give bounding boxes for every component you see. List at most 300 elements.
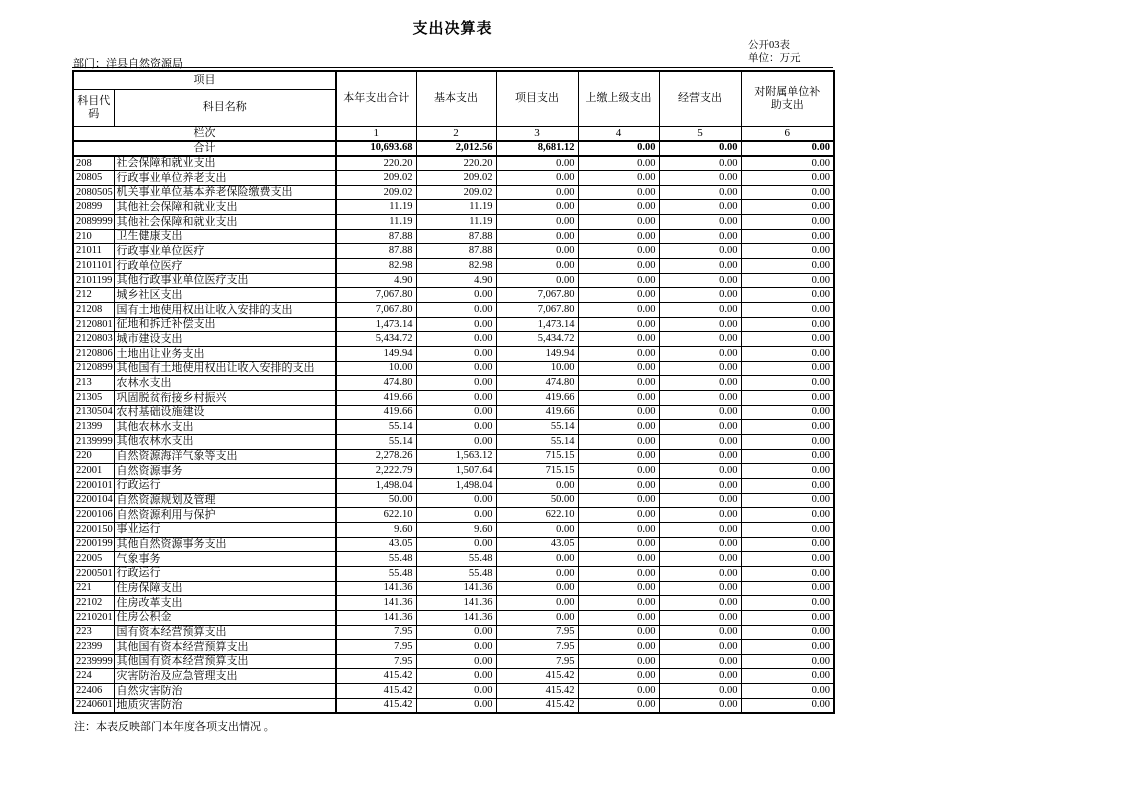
amount-cell: 0.00: [578, 215, 659, 230]
amount-cell: 141.36: [336, 610, 416, 625]
amount-cell: 0.00: [741, 522, 834, 537]
subject-name-cell: 巩固脱贫衔接乡村振兴: [114, 391, 336, 406]
amount-cell: 4.90: [336, 273, 416, 288]
amount-cell: 415.42: [336, 669, 416, 684]
table-row: [73, 317, 834, 332]
subject-name-cell: 自然资源海洋气象等支出: [114, 449, 336, 464]
subject-name-cell: 卫生健康支出: [114, 229, 336, 244]
amount-cell: 87.88: [416, 229, 496, 244]
header-divider: [72, 67, 833, 68]
subject-code-cell: 2239999: [73, 654, 114, 669]
subject-code-cell: 213: [73, 376, 114, 391]
amount-cell: 0.00: [741, 332, 834, 347]
amount-cell: 0.00: [578, 434, 659, 449]
subject-code-cell: 22406: [73, 684, 114, 699]
amount-cell: 0.00: [578, 537, 659, 552]
amount-cell: 0.00: [496, 215, 578, 230]
amount-cell: 0.00: [741, 259, 834, 274]
table-row: [73, 288, 834, 303]
table-header: [73, 71, 834, 141]
amount-cell: 0.00: [741, 698, 834, 713]
amount-cell: 87.88: [336, 244, 416, 259]
amount-cell: 141.36: [336, 596, 416, 611]
subject-name-cell: 国有资本经营预算支出: [114, 625, 336, 640]
header-subject-code: 科目代码: [73, 89, 114, 126]
table-row: [73, 391, 834, 406]
amount-cell: 0.00: [416, 361, 496, 376]
amount-cell: 0.00: [578, 303, 659, 318]
table-row: [73, 303, 834, 318]
amount-cell: 0.00: [578, 449, 659, 464]
subject-code-cell: 20805: [73, 171, 114, 186]
amount-cell: 0.00: [741, 552, 834, 567]
form-meta: [748, 39, 801, 65]
amount-cell: 1,473.14: [336, 317, 416, 332]
amount-cell: 7,067.80: [336, 303, 416, 318]
form-number: 公开03表: [748, 40, 790, 51]
amount-cell: 11.19: [336, 200, 416, 215]
amount-cell: 0.00: [416, 537, 496, 552]
amount-cell: 0.00: [496, 244, 578, 259]
total-amount-cell: 10,693.68: [336, 141, 416, 156]
amount-cell: 7,067.80: [336, 288, 416, 303]
amount-cell: 0.00: [741, 391, 834, 406]
amount-cell: 0.00: [659, 522, 741, 537]
amount-cell: 0.00: [578, 493, 659, 508]
amount-cell: 7,067.80: [496, 288, 578, 303]
amount-cell: 0.00: [659, 303, 741, 318]
amount-cell: 0.00: [741, 654, 834, 669]
amount-cell: 0.00: [496, 156, 578, 171]
amount-cell: 0.00: [741, 508, 834, 523]
total-row: [73, 141, 834, 156]
amount-cell: 474.80: [336, 376, 416, 391]
amount-cell: 0.00: [741, 581, 834, 596]
amount-cell: 0.00: [659, 669, 741, 684]
page-title: 支出决算表: [412, 21, 493, 37]
subject-name-cell: 灾害防治及应急管理支出: [114, 669, 336, 684]
amount-cell: 209.02: [416, 185, 496, 200]
amount-cell: 0.00: [416, 698, 496, 713]
amount-cell: 419.66: [496, 391, 578, 406]
unit-label: 单位：万元: [748, 53, 801, 64]
subject-code-cell: 2101101: [73, 259, 114, 274]
subject-name-cell: 其他行政事业单位医疗支出: [114, 273, 336, 288]
table-row: [73, 420, 834, 435]
amount-cell: 55.14: [336, 420, 416, 435]
amount-cell: 415.42: [336, 698, 416, 713]
table-body: [73, 141, 834, 713]
subject-code-cell: 2130504: [73, 405, 114, 420]
amount-cell: 0.00: [578, 478, 659, 493]
subject-name-cell: 自然资源规划及管理: [114, 493, 336, 508]
amount-cell: 0.00: [416, 493, 496, 508]
amount-cell: 0.00: [496, 522, 578, 537]
amount-cell: 0.00: [659, 449, 741, 464]
amount-cell: 141.36: [336, 581, 416, 596]
amount-cell: 0.00: [578, 508, 659, 523]
subject-code-cell: 21399: [73, 420, 114, 435]
amount-cell: 0.00: [741, 596, 834, 611]
subject-name-cell: 其他国有土地使用权出让收入安排的支出: [114, 361, 336, 376]
amount-cell: 11.19: [336, 215, 416, 230]
amount-cell: 622.10: [496, 508, 578, 523]
subject-name-cell: 行政单位医疗: [114, 259, 336, 274]
amount-cell: 0.00: [741, 156, 834, 171]
amount-cell: 419.66: [336, 405, 416, 420]
header-subject-name: 科目名称: [114, 89, 336, 126]
amount-cell: 0.00: [659, 259, 741, 274]
subject-name-cell: 行政运行: [114, 566, 336, 581]
amount-cell: 0.00: [741, 303, 834, 318]
subject-code-cell: 2200101: [73, 478, 114, 493]
amount-cell: 50.00: [496, 493, 578, 508]
rank-number: 5: [659, 126, 741, 141]
amount-cell: 0.00: [578, 200, 659, 215]
amount-cell: 0.00: [496, 566, 578, 581]
amount-cell: 0.00: [659, 244, 741, 259]
amount-cell: 0.00: [659, 434, 741, 449]
subject-name-cell: 气象事务: [114, 552, 336, 567]
amount-cell: 0.00: [578, 156, 659, 171]
amount-cell: 0.00: [578, 684, 659, 699]
subject-name-cell: 城乡社区支出: [114, 288, 336, 303]
amount-cell: 0.00: [496, 581, 578, 596]
amount-cell: 0.00: [578, 259, 659, 274]
subject-name-cell: 社会保障和就业支出: [114, 156, 336, 171]
amount-cell: 149.94: [336, 347, 416, 362]
subject-code-cell: 22102: [73, 596, 114, 611]
amount-cell: 0.00: [659, 215, 741, 230]
subject-name-cell: 征地和拆迁补偿支出: [114, 317, 336, 332]
table-row: [73, 625, 834, 640]
subject-name-cell: 机关事业单位基本养老保险缴费支出: [114, 185, 336, 200]
amount-cell: 1,498.04: [336, 478, 416, 493]
rank-number: 6: [741, 126, 834, 141]
subject-name-cell: 土地出让业务支出: [114, 347, 336, 362]
amount-cell: 0.00: [578, 317, 659, 332]
table-row: [73, 273, 834, 288]
subject-code-cell: 2200106: [73, 508, 114, 523]
amount-cell: 50.00: [336, 493, 416, 508]
amount-cell: 0.00: [416, 508, 496, 523]
department-label: 部门：洋县自然资源局: [73, 58, 183, 70]
subject-code-cell: 2120806: [73, 347, 114, 362]
table-row: [73, 332, 834, 347]
total-label: 合计: [73, 141, 336, 156]
amount-cell: 0.00: [578, 420, 659, 435]
amount-cell: 0.00: [578, 464, 659, 479]
amount-cell: 141.36: [416, 581, 496, 596]
amount-cell: 0.00: [416, 376, 496, 391]
amount-cell: 220.20: [336, 156, 416, 171]
amount-cell: 0.00: [659, 171, 741, 186]
subject-code-cell: 2120803: [73, 332, 114, 347]
amount-cell: 0.00: [578, 376, 659, 391]
amount-cell: 0.00: [741, 215, 834, 230]
subject-code-cell: 223: [73, 625, 114, 640]
amount-cell: 0.00: [578, 171, 659, 186]
amount-cell: 0.00: [659, 273, 741, 288]
subject-name-cell: 其他国有资本经营预算支出: [114, 654, 336, 669]
amount-cell: 0.00: [659, 596, 741, 611]
amount-cell: 0.00: [659, 684, 741, 699]
header-col-upward: 上缴上级支出: [578, 71, 659, 126]
table-row: [73, 361, 834, 376]
subject-name-cell: 住房改革支出: [114, 596, 336, 611]
amount-cell: 0.00: [578, 596, 659, 611]
amount-cell: 0.00: [741, 171, 834, 186]
header-col-operating: 经营支出: [659, 71, 741, 126]
table-row: [73, 347, 834, 362]
amount-cell: 0.00: [659, 317, 741, 332]
table-row: [73, 537, 834, 552]
subject-name-cell: 行政运行: [114, 478, 336, 493]
amount-cell: 0.00: [659, 508, 741, 523]
amount-cell: 0.00: [741, 537, 834, 552]
amount-cell: 7,067.80: [496, 303, 578, 318]
table-row: [73, 200, 834, 215]
subject-name-cell: 行政事业单位医疗: [114, 244, 336, 259]
amount-cell: 0.00: [416, 669, 496, 684]
amount-cell: 415.42: [496, 698, 578, 713]
amount-cell: 43.05: [336, 537, 416, 552]
amount-cell: 0.00: [741, 244, 834, 259]
amount-cell: 0.00: [741, 640, 834, 655]
amount-cell: 0.00: [659, 332, 741, 347]
table-row: [73, 493, 834, 508]
subject-code-cell: 208: [73, 156, 114, 171]
table-row: [73, 185, 834, 200]
amount-cell: 0.00: [578, 625, 659, 640]
amount-cell: 0.00: [659, 361, 741, 376]
subject-code-cell: 22005: [73, 552, 114, 567]
amount-cell: 141.36: [416, 610, 496, 625]
subject-code-cell: 2080505: [73, 185, 114, 200]
amount-cell: 0.00: [741, 361, 834, 376]
amount-cell: 0.00: [416, 391, 496, 406]
amount-cell: 0.00: [659, 566, 741, 581]
table-row: [73, 478, 834, 493]
subject-code-cell: 2200104: [73, 493, 114, 508]
amount-cell: 0.00: [741, 464, 834, 479]
amount-cell: 0.00: [659, 493, 741, 508]
amount-cell: 0.00: [659, 347, 741, 362]
total-amount-cell: 0.00: [659, 141, 741, 156]
subject-code-cell: 221: [73, 581, 114, 596]
subject-name-cell: 自然资源事务: [114, 464, 336, 479]
subject-code-cell: 224: [73, 669, 114, 684]
subject-name-cell: 其他农林水支出: [114, 434, 336, 449]
amount-cell: 0.00: [659, 391, 741, 406]
amount-cell: 0.00: [496, 478, 578, 493]
subject-name-cell: 住房公积金: [114, 610, 336, 625]
rank-number: 4: [578, 126, 659, 141]
amount-cell: 0.00: [416, 303, 496, 318]
subject-name-cell: 自然灾害防治: [114, 684, 336, 699]
amount-cell: 0.00: [741, 200, 834, 215]
amount-cell: 0.00: [578, 185, 659, 200]
subject-name-cell: 自然资源利用与保护: [114, 508, 336, 523]
amount-cell: 1,507.64: [416, 464, 496, 479]
amount-cell: 0.00: [578, 640, 659, 655]
amount-cell: 0.00: [496, 171, 578, 186]
table-row: [73, 508, 834, 523]
subject-code-cell: 2210201: [73, 610, 114, 625]
amount-cell: 0.00: [659, 185, 741, 200]
subject-code-cell: 22399: [73, 640, 114, 655]
amount-cell: 82.98: [416, 259, 496, 274]
rank-number: 1: [336, 126, 416, 141]
total-amount-cell: 8,681.12: [496, 141, 578, 156]
amount-cell: 1,473.14: [496, 317, 578, 332]
amount-cell: 0.00: [578, 610, 659, 625]
amount-cell: 7.95: [496, 625, 578, 640]
amount-cell: 1,563.12: [416, 449, 496, 464]
footnote: 注：本表反映部门本年度各项支出情况 。: [74, 721, 275, 733]
amount-cell: 0.00: [578, 273, 659, 288]
expenditure-table: [72, 70, 835, 714]
amount-cell: 0.00: [741, 288, 834, 303]
amount-cell: 0.00: [578, 405, 659, 420]
amount-cell: 43.05: [496, 537, 578, 552]
amount-cell: 0.00: [659, 654, 741, 669]
subject-name-cell: 城市建设支出: [114, 332, 336, 347]
amount-cell: 5,434.72: [496, 332, 578, 347]
amount-cell: 0.00: [659, 552, 741, 567]
amount-cell: 0.00: [578, 522, 659, 537]
amount-cell: 0.00: [741, 684, 834, 699]
table-row: [73, 610, 834, 625]
subject-name-cell: 其他国有资本经营预算支出: [114, 640, 336, 655]
amount-cell: 0.00: [741, 376, 834, 391]
amount-cell: 0.00: [659, 640, 741, 655]
amount-cell: 7.95: [336, 640, 416, 655]
amount-cell: 55.48: [336, 566, 416, 581]
subject-name-cell: 事业运行: [114, 522, 336, 537]
amount-cell: 0.00: [659, 581, 741, 596]
amount-cell: 0.00: [659, 698, 741, 713]
rank-label: 栏次: [73, 126, 336, 141]
amount-cell: 0.00: [416, 434, 496, 449]
amount-cell: 0.00: [741, 434, 834, 449]
table-row: [73, 376, 834, 391]
amount-cell: 0.00: [496, 259, 578, 274]
amount-cell: 7.95: [336, 654, 416, 669]
subject-name-cell: 农林水支出: [114, 376, 336, 391]
amount-cell: 0.00: [496, 229, 578, 244]
amount-cell: 55.14: [336, 434, 416, 449]
amount-cell: 419.66: [336, 391, 416, 406]
subject-code-cell: 2200150: [73, 522, 114, 537]
amount-cell: 0.00: [496, 610, 578, 625]
amount-cell: 0.00: [578, 229, 659, 244]
table-row: [73, 669, 834, 684]
amount-cell: 9.60: [416, 522, 496, 537]
amount-cell: 9.60: [336, 522, 416, 537]
amount-cell: 0.00: [741, 405, 834, 420]
amount-cell: 149.94: [496, 347, 578, 362]
table-row: [73, 581, 834, 596]
amount-cell: 0.00: [578, 288, 659, 303]
amount-cell: 0.00: [416, 288, 496, 303]
header-col-total: 本年支出合计: [336, 71, 416, 126]
amount-cell: 55.48: [416, 566, 496, 581]
table-row: [73, 596, 834, 611]
table-row: [73, 698, 834, 713]
subject-name-cell: 其他社会保障和就业支出: [114, 215, 336, 230]
amount-cell: 0.00: [496, 273, 578, 288]
amount-cell: 0.00: [741, 229, 834, 244]
subject-code-cell: 21011: [73, 244, 114, 259]
amount-cell: 415.42: [496, 684, 578, 699]
table-row: [73, 654, 834, 669]
amount-cell: 0.00: [659, 200, 741, 215]
table-row: [73, 566, 834, 581]
amount-cell: 0.00: [416, 332, 496, 347]
amount-cell: 0.00: [496, 200, 578, 215]
amount-cell: 0.00: [659, 420, 741, 435]
amount-cell: 0.00: [659, 288, 741, 303]
subject-code-cell: 2200501: [73, 566, 114, 581]
amount-cell: 5,434.72: [336, 332, 416, 347]
amount-cell: 55.14: [496, 434, 578, 449]
amount-cell: 0.00: [659, 376, 741, 391]
amount-cell: 0.00: [741, 317, 834, 332]
header-col-project: 项目支出: [496, 71, 578, 126]
amount-cell: 474.80: [496, 376, 578, 391]
amount-cell: 622.10: [336, 508, 416, 523]
subject-code-cell: 2139999: [73, 434, 114, 449]
amount-cell: 0.00: [659, 405, 741, 420]
subject-code-cell: 21305: [73, 391, 114, 406]
amount-cell: 0.00: [416, 684, 496, 699]
subject-code-cell: 2120899: [73, 361, 114, 376]
amount-cell: 0.00: [741, 625, 834, 640]
amount-cell: 0.00: [416, 420, 496, 435]
amount-cell: 0.00: [741, 478, 834, 493]
amount-cell: 0.00: [496, 596, 578, 611]
subject-name-cell: 其他社会保障和就业支出: [114, 200, 336, 215]
table-row: [73, 449, 834, 464]
amount-cell: 0.00: [578, 347, 659, 362]
header-col-basic: 基本支出: [416, 71, 496, 126]
amount-cell: 0.00: [741, 420, 834, 435]
amount-cell: 4.90: [416, 273, 496, 288]
subject-code-cell: 20899: [73, 200, 114, 215]
amount-cell: 87.88: [336, 229, 416, 244]
amount-cell: 1,498.04: [416, 478, 496, 493]
amount-cell: 2,278.26: [336, 449, 416, 464]
amount-cell: 220.20: [416, 156, 496, 171]
amount-cell: 11.19: [416, 215, 496, 230]
header-col-subsidy: 对附属单位补助支出: [741, 71, 834, 126]
amount-cell: 0.00: [578, 391, 659, 406]
amount-cell: 0.00: [659, 625, 741, 640]
amount-cell: 0.00: [741, 449, 834, 464]
subject-code-cell: 212: [73, 288, 114, 303]
table-row: [73, 156, 834, 171]
amount-cell: 55.14: [496, 420, 578, 435]
subject-name-cell: 其他农林水支出: [114, 420, 336, 435]
subject-name-cell: 农村基础设施建设: [114, 405, 336, 420]
amount-cell: 0.00: [416, 640, 496, 655]
amount-cell: 0.00: [578, 566, 659, 581]
subject-name-cell: 行政事业单位养老支出: [114, 171, 336, 186]
amount-cell: 0.00: [416, 317, 496, 332]
table-row: [73, 684, 834, 699]
amount-cell: 2,222.79: [336, 464, 416, 479]
